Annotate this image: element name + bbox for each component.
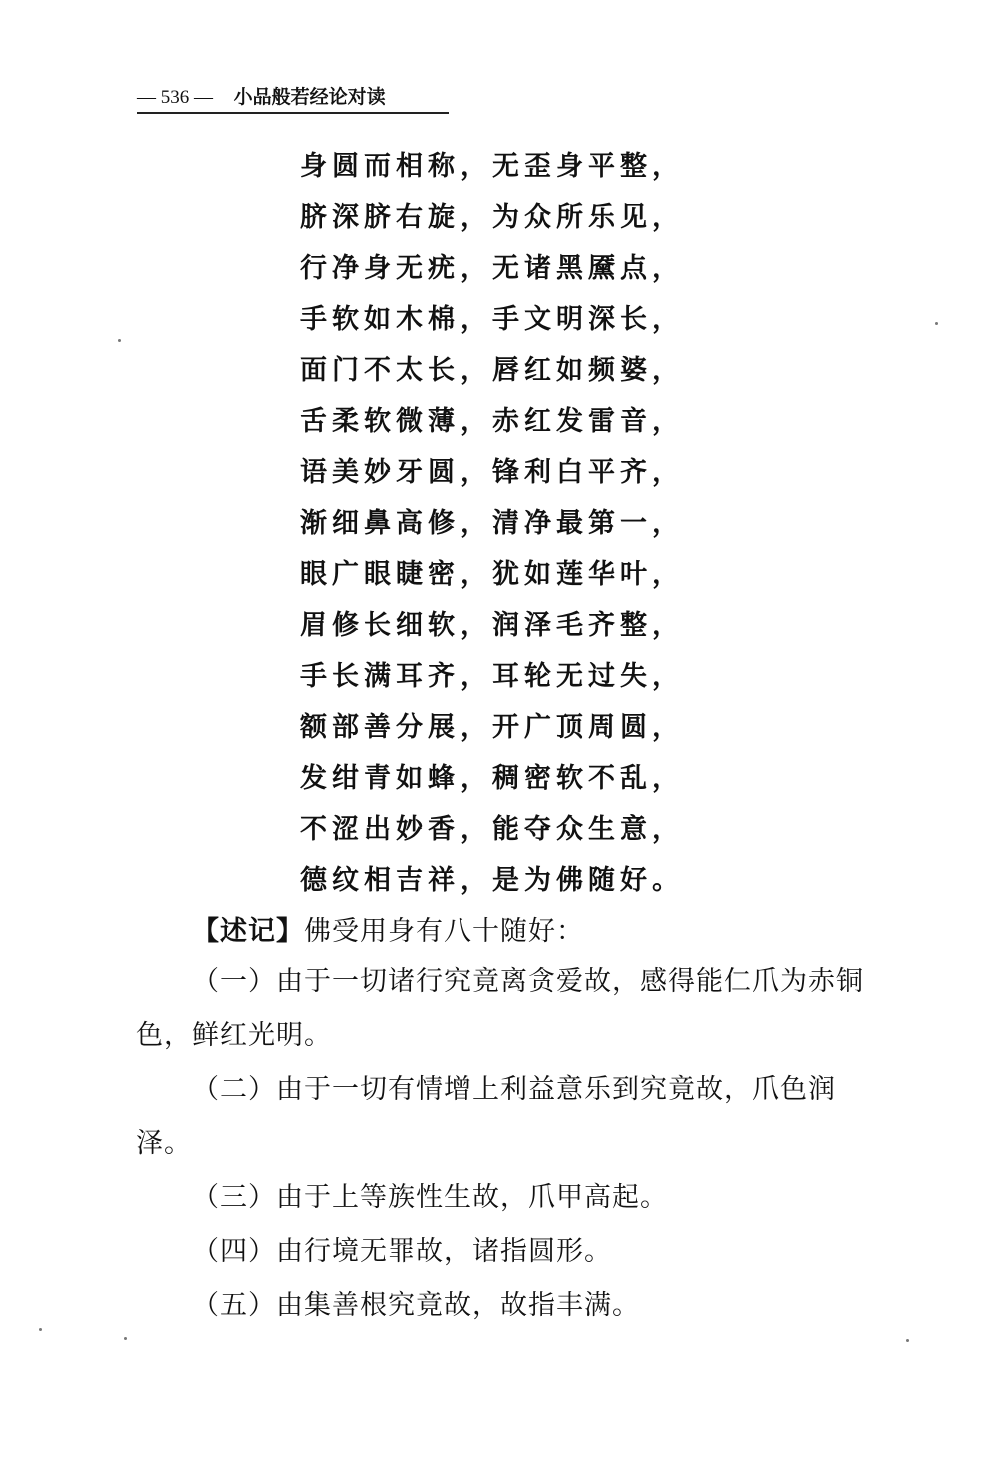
verse-line: 脐深脐右旋，为众所乐见， [300, 202, 684, 233]
commentary-item: （一）由于一切诸行究竟离贪爱故，感得能仁爪为赤铜色，鲜红光明。 [136, 966, 864, 1051]
page-number: — 536 — [137, 87, 213, 108]
verse-line: 手软如木棉，手文明深长， [300, 304, 684, 335]
commentary-item: （二）由于一切有情增上利益意乐到究竟故，爪色润泽。 [136, 1074, 836, 1159]
verse-line: 语美妙牙圆，锋利白平齐， [300, 457, 684, 488]
verse-line: 眼广眼睫密，犹如莲华叶， [300, 559, 684, 590]
scan-speck [118, 339, 121, 342]
verse-line: 面门不太长，唇红如频婆， [300, 355, 684, 386]
commentary-intro [136, 905, 876, 959]
scan-speck [39, 1328, 42, 1331]
scan-speck [935, 322, 938, 325]
commentary-intro-text: 佛受用身有八十随好： [304, 916, 584, 947]
verse-line: 身圆而相称，无歪身平整， [300, 151, 684, 182]
verse-line: 行净身无疣，无诸黑黡点， [300, 253, 684, 284]
verse-line: 不涩出妙香，能夺众生意， [300, 814, 684, 845]
commentary-item: （四）由行境无罪故，诸指圆形。 [192, 1236, 612, 1267]
verse-line: 发绀青如蜂，稠密软不乱， [300, 763, 684, 794]
commentary-item: （五）由集善根究竟故，故指丰满。 [192, 1290, 640, 1321]
scan-speck [906, 1339, 909, 1342]
verse-line: 渐细鼻高修，清净最第一， [300, 508, 684, 539]
scan-speck [124, 1337, 127, 1340]
verse-block [300, 148, 684, 913]
commentary-item: （三）由于上等族性生故，爪甲高起。 [192, 1182, 668, 1213]
verse-line: 舌柔软微薄，赤红发雷音， [300, 406, 684, 437]
commentary-items [136, 955, 876, 1333]
verse-line: 德纹相吉祥，是为佛随好。 [300, 865, 684, 896]
verse-line: 手长满耳齐，耳轮无过失， [300, 661, 684, 692]
running-header [137, 82, 449, 114]
commentary-label: 【述记】 [192, 916, 304, 947]
verse-line: 眉修长细软，润泽毛齐整， [300, 610, 684, 641]
verse-line: 额部善分展，开广顶周圆， [300, 712, 684, 743]
book-title: 小品般若经论对读 [233, 86, 386, 108]
